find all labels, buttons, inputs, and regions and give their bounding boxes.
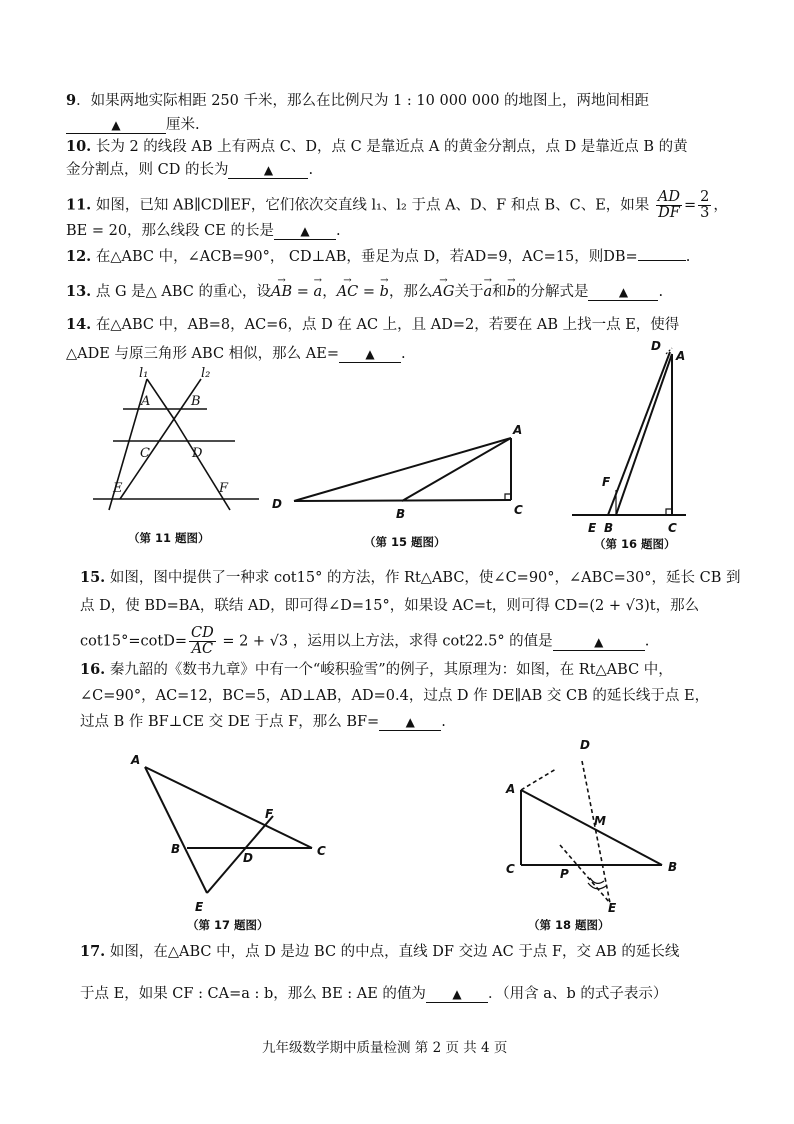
question-number: 14. [66,316,92,333]
figure-18 [500,735,700,915]
label-B: B [396,507,406,520]
question-number: 10. [66,138,92,155]
label-D: D [272,497,282,511]
label-C: C [317,844,326,858]
answer-blank[interactable]: ▲ [553,634,645,651]
label-A: A [131,753,141,767]
label-A: A [676,349,686,363]
answer-blank[interactable]: ▲ [66,117,166,134]
label-B: B [668,860,678,874]
figure-17 [125,750,340,915]
question-10-line1 [66,137,688,157]
line-EF [207,816,273,893]
figure-18-caption: （第 18 题图） [528,918,610,932]
ratio-value-fraction: $\frac{2}{3}$ [700,189,710,221]
question-number: 9 [66,92,77,109]
question-text: 长为 2 的线段 AB 上有两点 C、D，点 C 是靠近点 A 的黄金分割点，点 D 是靠近点 B 的黄 [91,139,688,155]
label-B: B [171,842,181,856]
label-D: D [243,851,253,865]
ratio-fraction: $\frac{AD}{DF}$ [657,189,680,221]
question-text: △ADE 与原三角形 ABC 相似，那么 AE= [66,346,339,362]
question-text: 于点 E，如果 CF : CA=a : b，那么 BE : AE 的值为 [80,986,426,1002]
question-text: 如图，在△ABC 中，点 D 是边 BC 的中点，直线 DF 交边 AC 于点 F，交 AB 的延长线 [105,944,680,960]
label-C: C [514,503,523,517]
label-A: A [506,782,516,796]
label-F: F [265,807,274,821]
line-AE [145,767,207,893]
line-l2-lower [174,419,230,510]
answer-blank[interactable] [638,244,686,261]
label-E: E [588,521,597,535]
label-C: C [506,862,515,876]
figure-11 [85,365,265,515]
label-A: A [141,394,151,409]
answer-blank[interactable]: ▲ [228,162,308,179]
label-F: F [602,475,611,489]
question-number: 12. [66,248,92,265]
question-text: 过点 B 作 BF⊥CE 交 DE 于点 F，那么 BF= [80,714,380,730]
label-B: B [604,521,614,535]
question-15-line2: 点 D，使 BD=BA，联结 AD，即可得∠D=15°，如果设 AC=t，则可得 CD=(2 + √3)t，那么 [80,598,700,614]
label-B: B [191,394,201,409]
question-text: ∠C=90°，AC=12，BC=5，AD⊥AB，AD=0.4，过点 D 作 DE∥AB 交 CB 的延长线于点 E， [80,688,710,704]
question-14-line2: △ADE 与原三角形 ABC 相似，那么 AE= ▲ . [66,346,406,362]
answer-blank[interactable]: ▲ [588,284,658,301]
vector-AC: → AC [337,282,359,302]
cot-fraction: $\frac{CD}{AC}$ [190,625,214,657]
question-17-line2: 于点 E，如果 CF : CA=a : b，那么 BE : AE 的值为 ▲ ．（用含 a、b 的式子表示） [80,986,668,1002]
question-16-line1 [80,660,673,680]
label-C: C [140,446,150,461]
question-17-line1 [80,942,679,962]
question-10-line2: 金分割点，则 CD 的长为 ▲ . [66,162,314,178]
page-footer: 九年级数学期中质量检测 第 2 页 共 4 页 [262,1040,508,1056]
label-P: P [560,867,569,881]
label-M: M [594,814,606,828]
vector-a: → a [314,282,323,302]
question-text: 金分割点，则 CD 的长为 [66,162,229,178]
question-11-line1: 11. 如图，已知 AB∥CD∥EF，它们依次交直线 l₁、l₂ 于点 A、D、F 和点 B、C、E，如果 $\frac{AD}{DF}$ = $\frac{2}{3}$ ， [66,189,728,221]
question-11-line2: BE = 20，那么线段 CE 的长是 ▲ . [66,223,341,239]
vector-AB: → AB [271,282,292,302]
question-number: 16. [80,661,106,678]
figure-15-caption: （第 15 题图） [364,535,446,549]
question-16-line3: 过点 B 作 BF⊥CE 交 DE 于点 F，那么 BF= ▲ . [80,714,446,730]
label-D: D [192,446,203,461]
question-text: ．如果两地实际相距 250 千米，那么在比例尺为 1 : 10 000 000 的地图上，两地间相距 [76,93,650,109]
question-text: 秦九韶的《数书九章》中有一个“峻积验雪”的例子，其原理为：如图，在 Rt△ABC 中， [105,662,673,678]
side-AC [145,767,312,848]
question-text: 如图，已知 AB∥CD∥EF，它们依次交直线 l₁、l₂ 于点 A、D、F 和点 B、C、E，如果 [91,197,650,214]
question-15-line3: cot15°=cotD= $\frac{CD}{AC}$ = 2 + √3 ，运用以上方法，求得 cot22.5° 的值是 ▲ . [80,625,650,657]
question-15-line1 [80,568,741,588]
label-E: E [195,900,204,914]
answer-blank[interactable]: ▲ [274,223,336,240]
question-9-line2 [66,115,200,135]
line-l1-upper [147,379,174,419]
label-E: E [113,481,123,496]
figure-16-caption: （第 16 题图） [594,537,676,551]
label-D: D [651,339,661,353]
label-l2: l₂ [201,366,211,381]
question-number: 13. [66,283,92,300]
label-E: E [608,901,617,915]
question-12: 12. 在△ABC 中，∠ACB=90°， CD⊥AB，垂足为点 D，若AD=9，AC=15，则DB= . [66,244,690,267]
question-number: 17. [80,943,106,960]
question-text: 如图，图中提供了一种求 cot15° 的方法，作 Rt△ABC，使∠C=90°，∠ABC=30°，延长 CB 到 [105,570,741,586]
label-C: C [668,521,677,535]
answer-blank[interactable]: ▲ [426,986,488,1003]
label-F: F [219,481,229,496]
figure-11-caption: （第 11 题图） [128,531,210,545]
label-D: D [580,738,590,752]
question-text: 在△ABC 中，AB=8，AC=6，点 D 在 AC 上，且 AD=2，若要在 AB 上找一点 E，使得 [91,317,680,333]
question-13: 13. 点 G 是△ ABC 的重心，设→ AB = → a，→ AC = → b，那么→ AG关于→ a和→ b的分解式是 ▲ . [66,282,663,302]
vector-b: → b [380,282,389,302]
label-A: A [513,423,523,437]
label-l1: l₁ [139,366,149,381]
question-text: 在△ABC 中，∠ACB=90°， CD⊥AB，垂足为点 D，若AD=9，AC=15，则DB= [91,249,638,265]
question-text: BE = 20，那么线段 CE 的长是 [66,223,274,239]
answer-blank[interactable]: ▲ [339,346,401,363]
question-number: 15. [80,569,106,586]
answer-blank[interactable]: ▲ [379,714,441,731]
question-9-line1 [66,91,649,111]
math-2-plus-sqrt3: 2 + √3 [595,598,645,614]
figure-15 [268,420,530,520]
question-text: 厘米. [166,117,200,133]
figure-16 [568,334,698,544]
question-16-line2 [80,686,709,706]
question-14-line1 [66,315,679,335]
question-number: 11. [66,196,92,214]
vector-AG: → AG [432,282,454,302]
figure-17-caption: （第 17 题图） [187,918,269,932]
